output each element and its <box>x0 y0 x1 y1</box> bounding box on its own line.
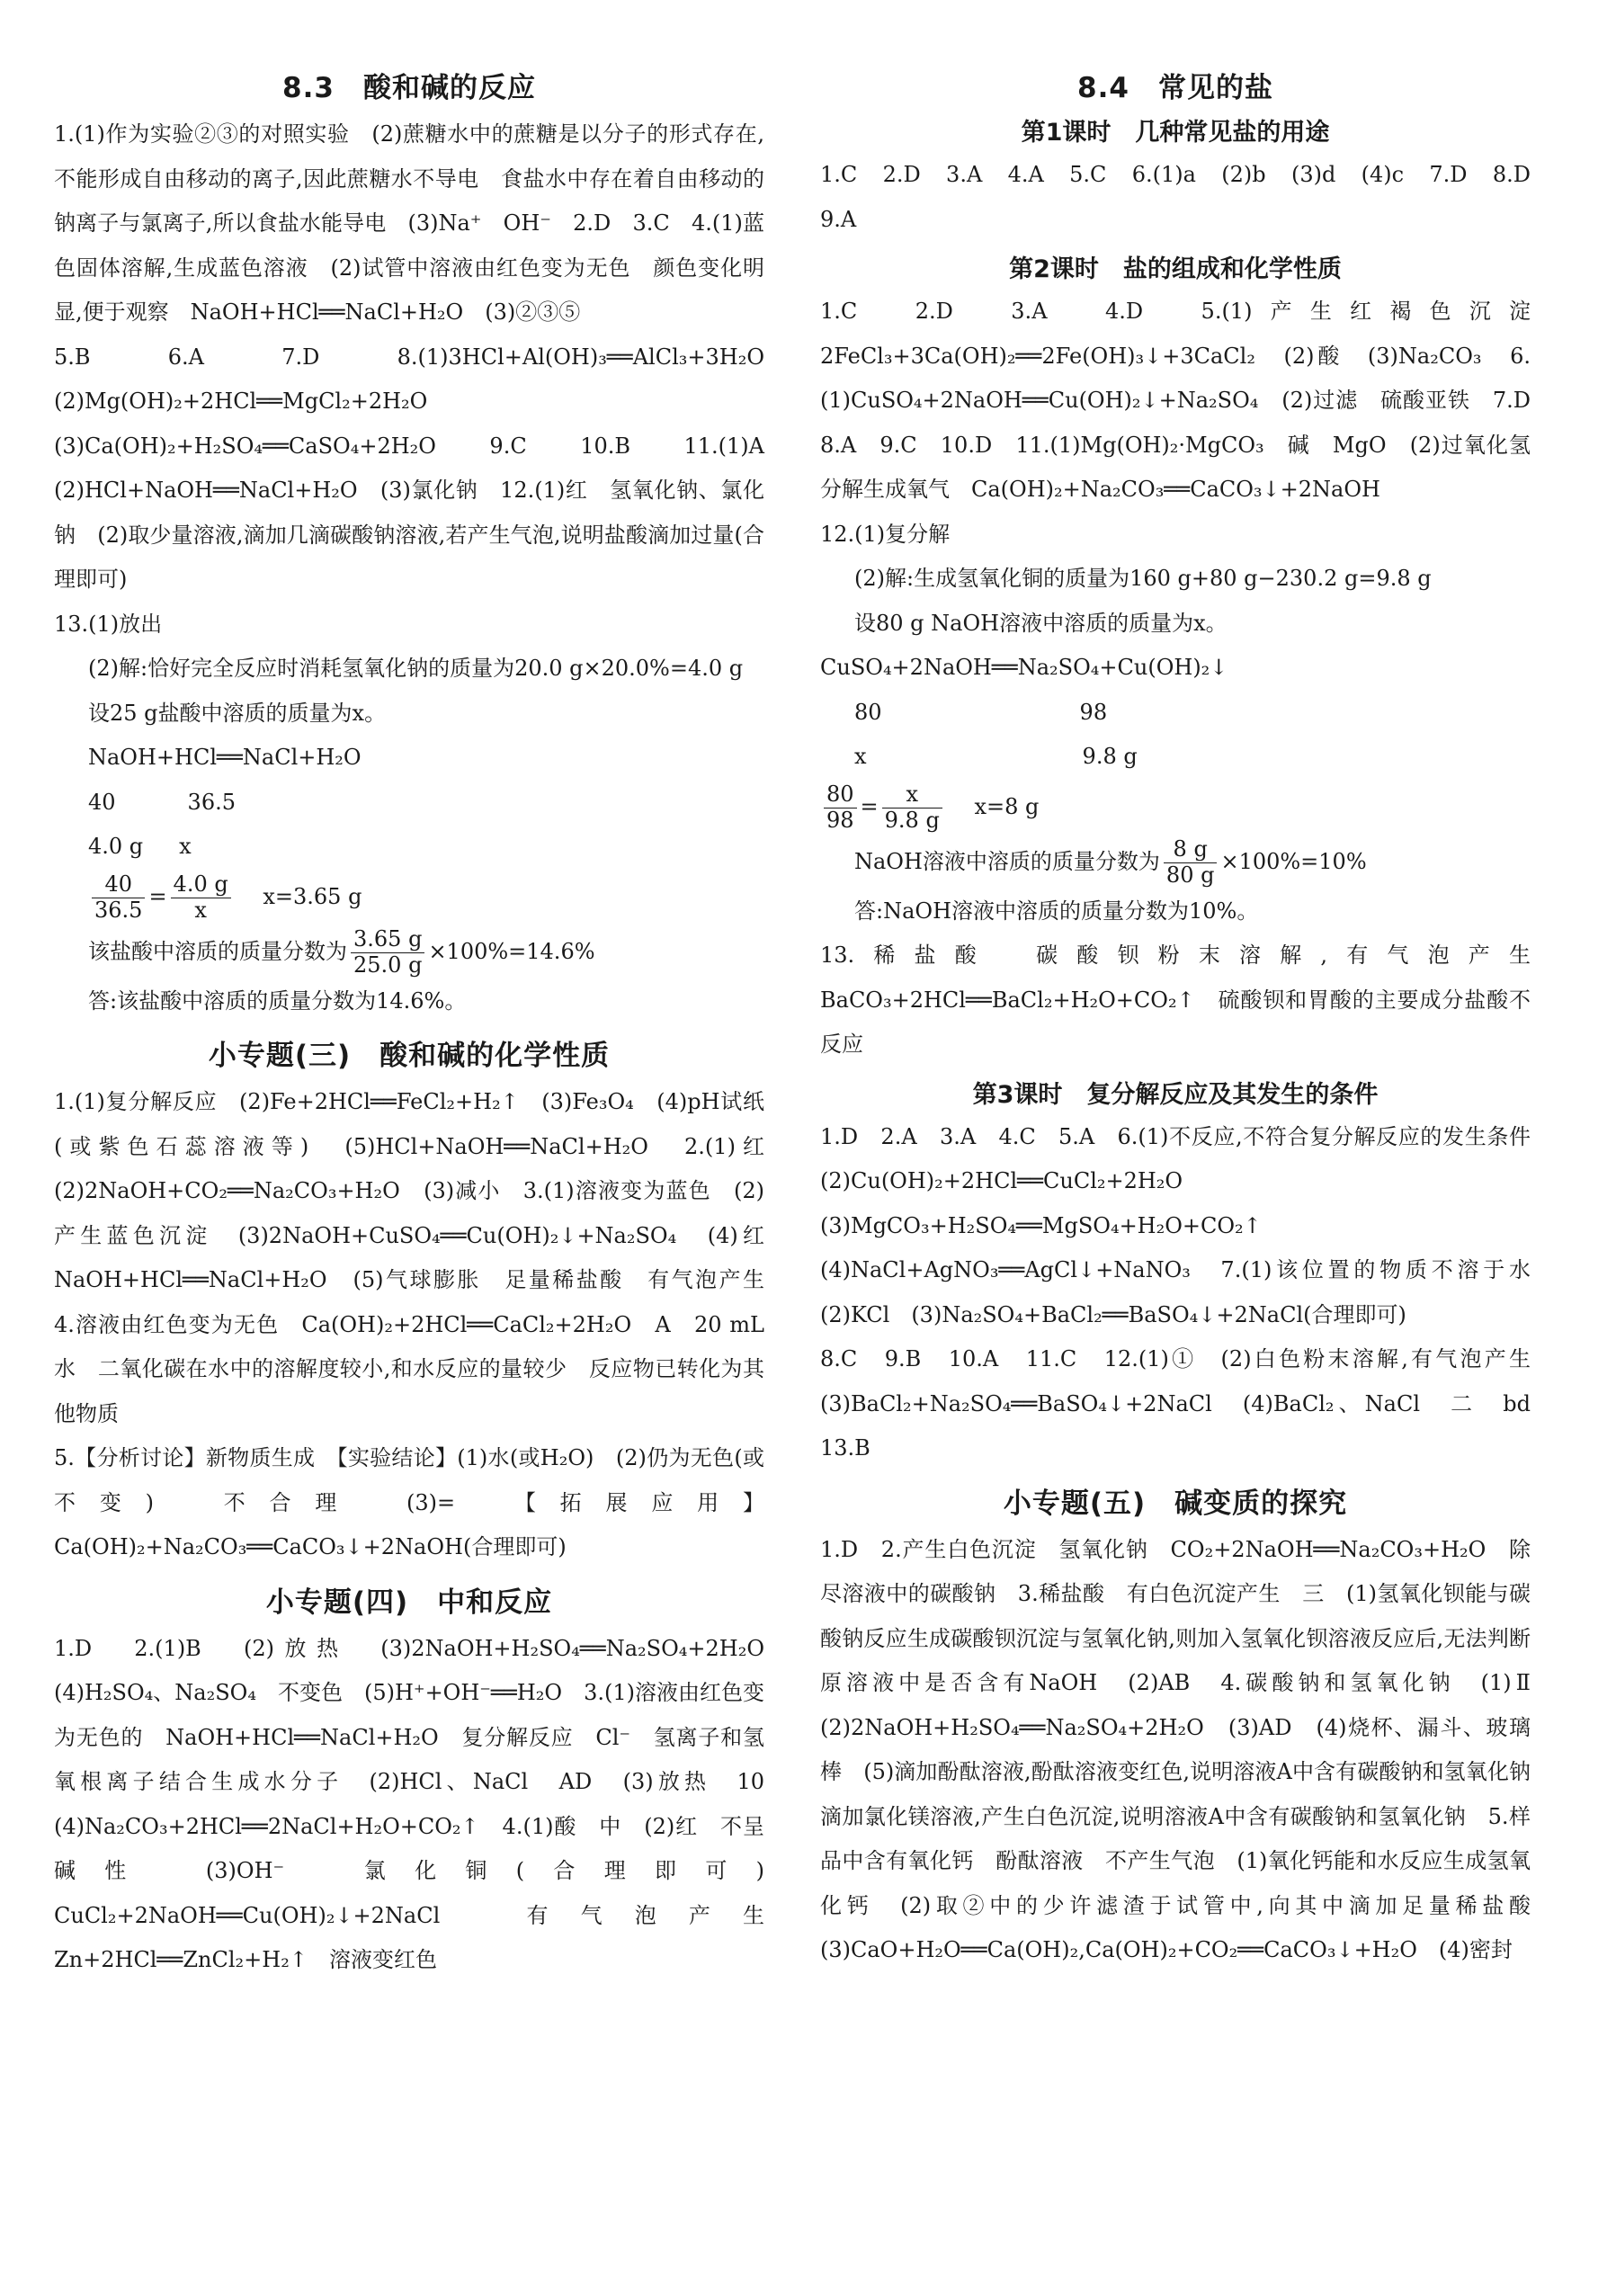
section-title-special-3: 小专题(三) 酸和碱的化学性质 <box>208 1040 611 1072</box>
section-title-special-5: 小专题(五) 碱变质的探究 <box>1003 1487 1348 1520</box>
fraction: $\frac{40}{36.5}$ <box>92 872 145 923</box>
fraction: $\frac{8 g}{80 g}$ <box>1164 837 1218 888</box>
answer-paragraph: 1.D 2.A 3.A 4.C 5.A 6.(1)不反应,不符合复分解反应的发生条件 (2)Cu(OH)₂+2HCl══CuCl₂+2H₂O (3)MgCO₃+H₂SO₄══MgSO₄+H₂O+CO₂↑ (4)NaCl+AgNO₃══AgCl↓+NaNO₃ 7.(1)该位置的物质不溶于水 (2)KCl (3)Na₂SO₄+BaCl₂══BaSO₄↓+2NaCl(合理即可) <box>820 1123 1552 1327</box>
fraction: $\frac{80}{98}$ <box>824 782 857 833</box>
q13-ratio-row2: 4.0 g x <box>88 834 192 859</box>
fraction: $\frac{4.0 g}{x}$ <box>171 872 231 923</box>
answer-paragraph: 8.C 9.B 10.A 11.C 12.(1)① (2)白色粉末溶解,有气泡产生 (3)BaCl₂+Na₂SO₄══BaSO₄↓+2NaCl (4)BaCl₂、NaCl 二 bd 13.B <box>820 1346 1552 1461</box>
lesson-title-1: 第1课时 几种常见盐的用途 <box>1021 119 1330 147</box>
q12-percentage: NaOH溶液中溶质的质量分数为 $\frac{8 g}{80 g}$ ×100%=10% <box>854 835 1367 888</box>
q13-part1: 13.(1)放出 <box>54 611 163 637</box>
answer-paragraph: 5.B 6.A 7.D 8.(1)3HCl+Al(OH)₃══AlCl₃+3H₂O (2)Mg(OH)₂+2HCl══MgCl₂+2H₂O (3)Ca(OH)₂+H₂SO₄══CaSO₄+2H₂O 9.C 10.B 11.(1)A (2)HCl+NaOH══NaCl+H₂O (3)氯化钠 12.(1)红 氢氧化钠、氯化钠 (2)取少量溶液,滴加几滴碳酸钠溶液,若产生气泡,说明盐酸滴加过量(合理即可) <box>54 344 786 592</box>
answer-paragraph: 1.C 2.D 3.A 4.A 5.C 6.(1)a (2)b (3)d (4)c 7.D 8.D 9.A <box>820 162 1552 232</box>
answer-paragraph: 1.C 2.D 3.A 4.D 5.(1)产生红褐色沉淀 2FeCl₃+3Ca(OH)₂══2Fe(OH)₃↓+3CaCl₂ (2)酸 (3)Na₂CO₃ 6.(1)CuSO₄+2NaOH══Cu(OH)₂↓+Na₂SO₄ (2)过滤 硫酸亚铁 7.D 8.A 9.C 10.D 11.(1)Mg(OH)₂·MgCO₃ 碱 MgO (2)过氧化氢分解生成氧气 Ca(OH)₂+Na₂CO₃══CaCO₃↓+2NaOH <box>820 299 1552 502</box>
answer-paragraph: 13.稀盐酸 碳酸钡粉末溶解,有气泡产生 BaCO₃+2HCl══BaCl₂+H₂O+CO₂↑ 硫酸钡和胃酸的主要成分盐酸不反应 <box>820 943 1552 1057</box>
q12-setup: 设80 g NaOH溶液中溶质的质量为x。 <box>854 610 1228 636</box>
q12-proportion: $\frac{80}{98}$ = $\frac{x}{9.8 g}$ x=8 g <box>820 780 1531 834</box>
lesson-title-2: 第2课时 盐的组成和化学性质 <box>1009 255 1342 283</box>
fraction: $\frac{x}{9.8 g}$ <box>882 782 942 833</box>
q12-ratio-row1: 80 98 <box>854 699 1108 725</box>
q13-equation: NaOH+HCl══NaCl+H₂O <box>88 745 362 770</box>
answer-paragraph: 1.(1)作为实验②③的对照实验 (2)蔗糖水中的蔗糖是以分子的形式存在,不能形成自由移动的离子,因此蔗糖水不导电 食盐水中存在着自由移动的钠离子与氯离子,所以食盐水能导电 (3)Na⁺ OH⁻ 2.D 3.C 4.(1)蓝色固体溶解,生成蓝色溶液 (2)试管中溶液由红色变为无色 颜色变化明显,便于观察 NaOH+HCl══NaCl+H₂O (3)②③⑤ <box>54 121 764 325</box>
q12-answer: 答:NaOH溶液中溶质的质量分数为10%。 <box>854 898 1259 924</box>
left-column <box>54 56 786 1983</box>
q13-setup: 设25 g盐酸中溶质的质量为x。 <box>88 700 387 726</box>
answer-paragraph: 1.(1)复分解反应 (2)Fe+2HCl══FeCl₂+H₂↑ (3)Fe₃O₄ (4)pH试纸(或紫色石蕊溶液等) (5)HCl+NaOH══NaCl+H₂O 2.(1)红 (2)2NaOH+CO₂══Na₂CO₃+H₂O (3)减小 3.(1)溶液变为蓝色 (2)产生蓝色沉淀 (3)2NaOH+CuSO₄══Cu(OH)₂↓+Na₂SO₄ (4)红 NaOH+HCl══NaCl+H₂O (5)气球膨胀 足量稀盐酸 有气泡产生 4.溶液由红色变为无色 Ca(OH)₂+2HCl══CaCl₂+2H₂O A 20 mL水 二氧化碳在水中的溶解度较小,和水反应的量较少 反应物已转化为其他物质 <box>54 1089 786 1426</box>
section-title-8-4: 8.4 常见的盐 <box>1077 72 1273 104</box>
q12-equation: CuSO₄+2NaOH══Na₂SO₄+Cu(OH)₂↓ <box>820 655 1228 680</box>
lesson-title-3: 第3课时 复分解反应及其发生的条件 <box>972 1080 1379 1109</box>
answer-paragraph: 1.D 2.(1)B (2)放热 (3)2NaOH+H₂SO₄══Na₂SO₄+2H₂O (4)H₂SO₄、Na₂SO₄ 不变色 (5)H⁺+OH⁻══H₂O 3.(1)溶液由红色变为无色的 NaOH+HCl══NaCl+H₂O 复分解反应 Cl⁻ 氢离子和氢氧根离子结合生成水分子 (2)HCl、NaCl AD (3)放热 10 (4)Na₂CO₃+2HCl══2NaCl+H₂O+CO₂↑ 4.(1)酸 中 (2)红 不呈碱性 (3)OH⁻ 氯化铜(合理即可) CuCl₂+2NaOH══Cu(OH)₂↓+2NaCl 有气泡产生 Zn+2HCl══ZnCl₂+H₂↑ 溶液变红色 <box>54 1635 786 1972</box>
q13-percentage: 该盐酸中溶质的质量分数为 $\frac{3.65 g}{25.0 g}$ ×100%=14.6% <box>88 925 595 978</box>
section-title-8-3: 8.3 酸和碱的反应 <box>282 72 536 104</box>
right-column <box>820 56 1552 1973</box>
q12-part2: (2)解:生成氢氧化铜的质量为160 g+80 g−230.2 g=9.8 g <box>854 566 1432 591</box>
q12-part1: 12.(1)复分解 <box>820 521 951 547</box>
answer-paragraph: 1.D 2.产生白色沉淀 氢氧化钠 CO₂+2NaOH══Na₂CO₃+H₂O 除尽溶液中的碳酸钠 3.稀盐酸 有白色沉淀产生 三 (1)氢氧化钡能与碳酸钠反应生成碳酸钡沉淀与氢氧化钠,则加入氢氧化钡溶液反应后,无法判断原溶液中是否含有NaOH (2)AB 4.碳酸钠和氢氧化钠 (1)Ⅱ (2)2NaOH+H₂SO₄══Na₂SO₄+2H₂O (3)AD (4)烧杯、漏斗、玻璃棒 (5)滴加酚酞溶液,酚酞溶液变红色,说明溶液A中含有碳酸钠和氢氧化钠 滴加氯化镁溶液,产生白色沉淀,说明溶液A中含有碳酸钠和氢氧化钠 5.样品中含有氧化钙 酚酞溶液 不产生气泡 (1)氧化钙能和水反应生成氢氧化钙 (2)取②中的少许滤渣于试管中,向其中滴加足量稀盐酸 (3)CaO+H₂O══Ca(OH)₂,Ca(OH)₂+CO₂══CaCO₃↓+H₂O (4)密封 <box>820 1536 1552 1962</box>
section-title-special-4: 小专题(四) 中和反应 <box>265 1586 553 1619</box>
q13-ratio-row1: 40 36.5 <box>88 789 236 815</box>
q12-ratio-row2: x 9.8 g <box>854 744 1138 769</box>
q13-proportion: $\frac{40}{36.5}$ = $\frac{4.0 g}{x}$ x=3.65 g <box>54 870 764 924</box>
q13-answer: 答:该盐酸中溶质的质量分数为14.6%。 <box>88 987 467 1014</box>
fraction: $\frac{3.65 g}{25.0 g}$ <box>351 927 424 978</box>
answer-paragraph: 5.【分析讨论】新物质生成 【实验结论】(1)水(或H₂O) (2)仍为无色(或不变) 不合理 (3)= 【拓展应用】Ca(OH)₂+Na₂CO₃══CaCO₃↓+2NaOH(合理即可) <box>54 1445 764 1559</box>
q13-part2: (2)解:恰好完全反应时消耗氢氧化钠的质量为20.0 g×20.0%=4.0 g <box>88 656 744 681</box>
